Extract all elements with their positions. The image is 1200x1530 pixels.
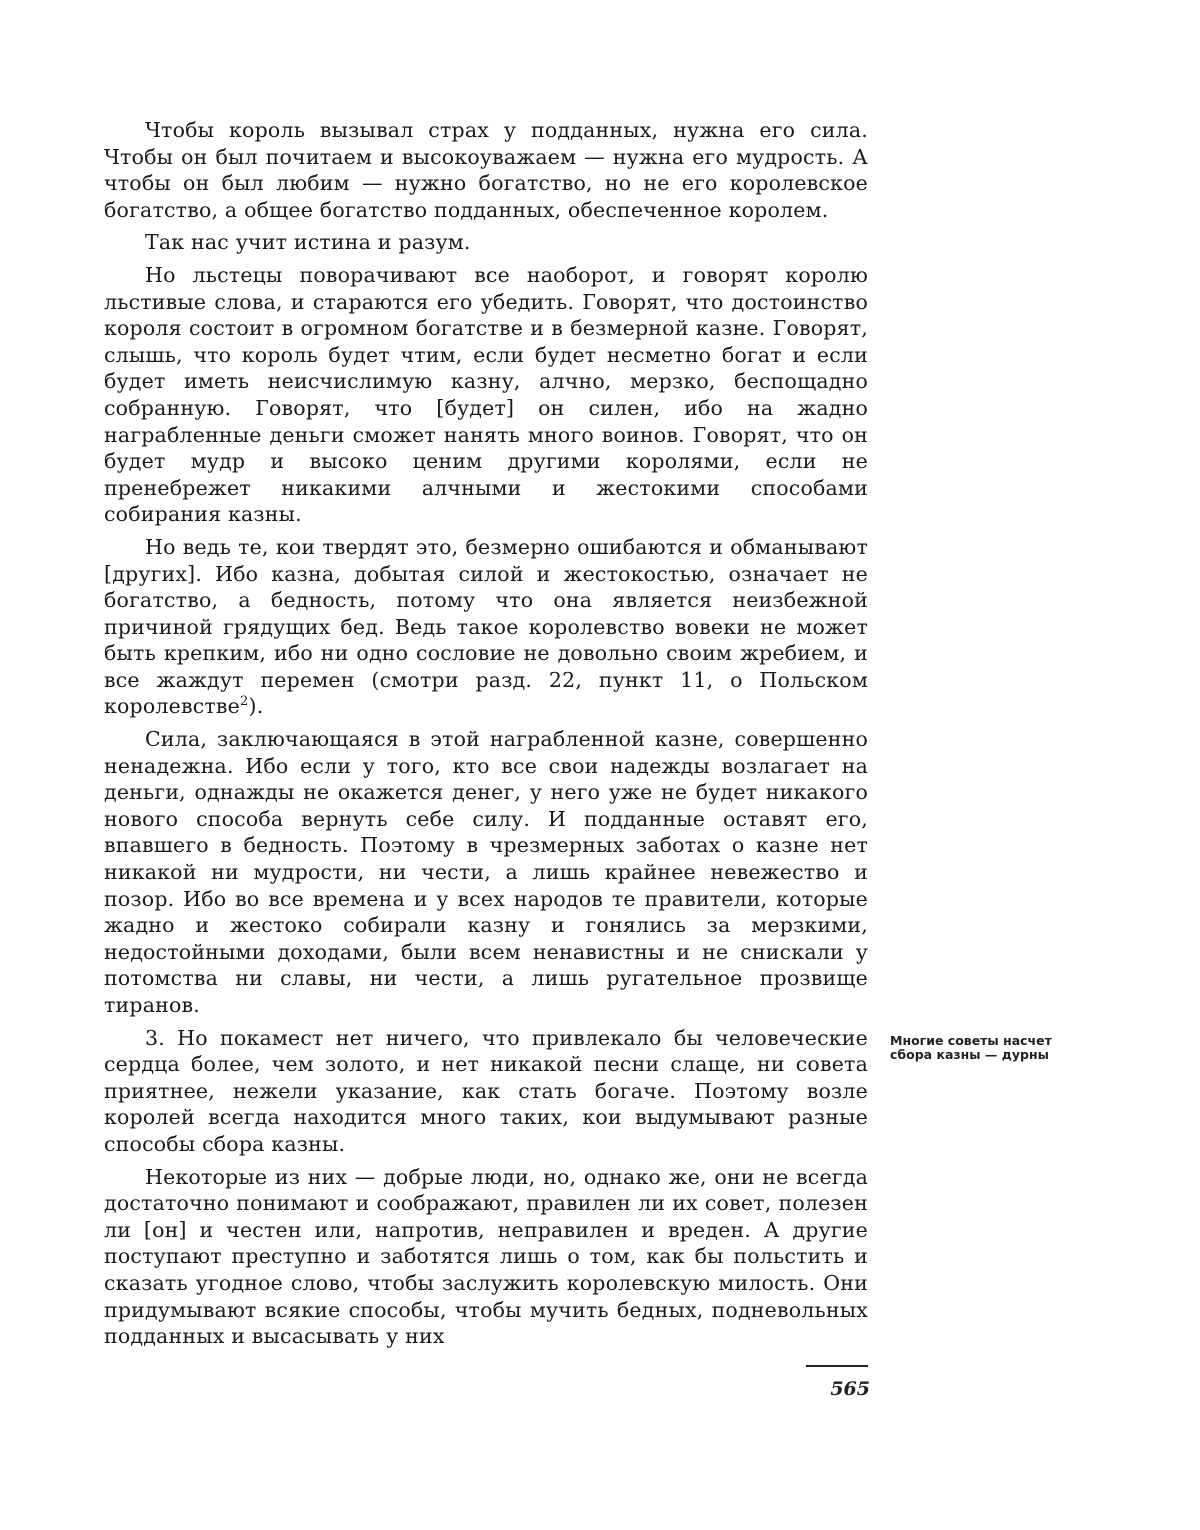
paragraph-4-close: ). <box>248 694 264 719</box>
paragraph-6: 3. Но покамест нет ничего, что привлекало бы человеческие сердца более, чем золото, и нет никакой песни слаще, ни совета приятнее, нежели указание, как стать богаче. Поэтому возле королей всегда находится много таких, кои выдумывают разные способы сбора казны. <box>104 1025 868 1156</box>
paragraph-7: Некоторые из них — добрые люди, но, однако же, они не всегда достаточно понимают и соображают, правилен ли их совет, полезен ли [он] и честен или, напротив, неправилен и вреден. А другие поступают преступно и заботятся лишь о том, как бы польстить и сказать угодное слово, чтобы заслужить королевскую милость. Они придумывают всякие способы, чтобы мучить бедных, подневольных подданных и высасывать у них <box>104 1164 868 1349</box>
main-text-column <box>104 117 868 1356</box>
paragraph-1: Чтобы король вызывал страх у подданных, нужна его сила. Чтобы он был почитаем и высокоуважаем — нужна его мудрость. А чтобы он был любим — нужно богатство, но не его королевское богатство, а общее богатство подданных, обеспеченное королем. <box>104 118 868 222</box>
paragraph-3: Но льстецы поворачивают все наоборот, и говорят королю льстивые слова, и стараются его убедить. Говорят, что достоинство короля состоит в огромном богатстве и в безмерной казне. Говорят, слышь, что король будет чтим, если будет несметно богат и если будет иметь неисчислимую казну, алчно, мерзко, беспощадно собранную. Говорят, что [будет] он силен, ибо на жадно награбленные деньги сможет нанять много воинов. Говорят, что он будет мудр и высоко ценим другими королями, если не пренебрежет никакими алчными и жестокими способами собирания казны. <box>104 262 868 527</box>
paragraph-4 <box>104 534 868 720</box>
paragraph-4-text: Но ведь те, кои твердят это, безмерно ошибаются и обманывают [других]. Ибо казна, добытая силой и жестокостью, означает не богатство, а бедность, потому что она является неизбежной причиной грядущих бед. Ведь такое королевство вовеки не может быть крепким, ибо ни одно сословие не довольно своим жребием, и все жаждут перемен (смотри разд. 22, пункт 11, о Польском королевстве <box>104 534 868 719</box>
margin-note: Многие советы насчет сбора казны — дурны <box>890 1033 1052 1062</box>
page-number: 565 <box>830 1378 870 1400</box>
paragraph-2: Так нас учит истина и разум. <box>145 230 471 255</box>
footnote-ref: 2 <box>240 694 249 710</box>
paragraph-5: Сила, заключающаяся в этой награбленной казне, совершенно ненадежна. Ибо если у того, кто все свои надежды возлагает на деньги, однажды не окажется денег, у него уже не будет никакого нового способа вернуть себе силу. И подданные оставят его, впавшего в бедность. Поэтому в чрезмерных заботах о казне нет никакой ни мудрости, ни чести, а лишь крайнее невежество и позор. Ибо во все времена и у всех народов те правители, которые жадно и жестоко собирали казну и гонялись за мерзкими, недостойными доходами, были всем ненавистны и не снискали у потомства ни славы, ни чести, а лишь ругательное прозвище тиранов. <box>104 727 868 1017</box>
footer-rule <box>806 1365 868 1367</box>
